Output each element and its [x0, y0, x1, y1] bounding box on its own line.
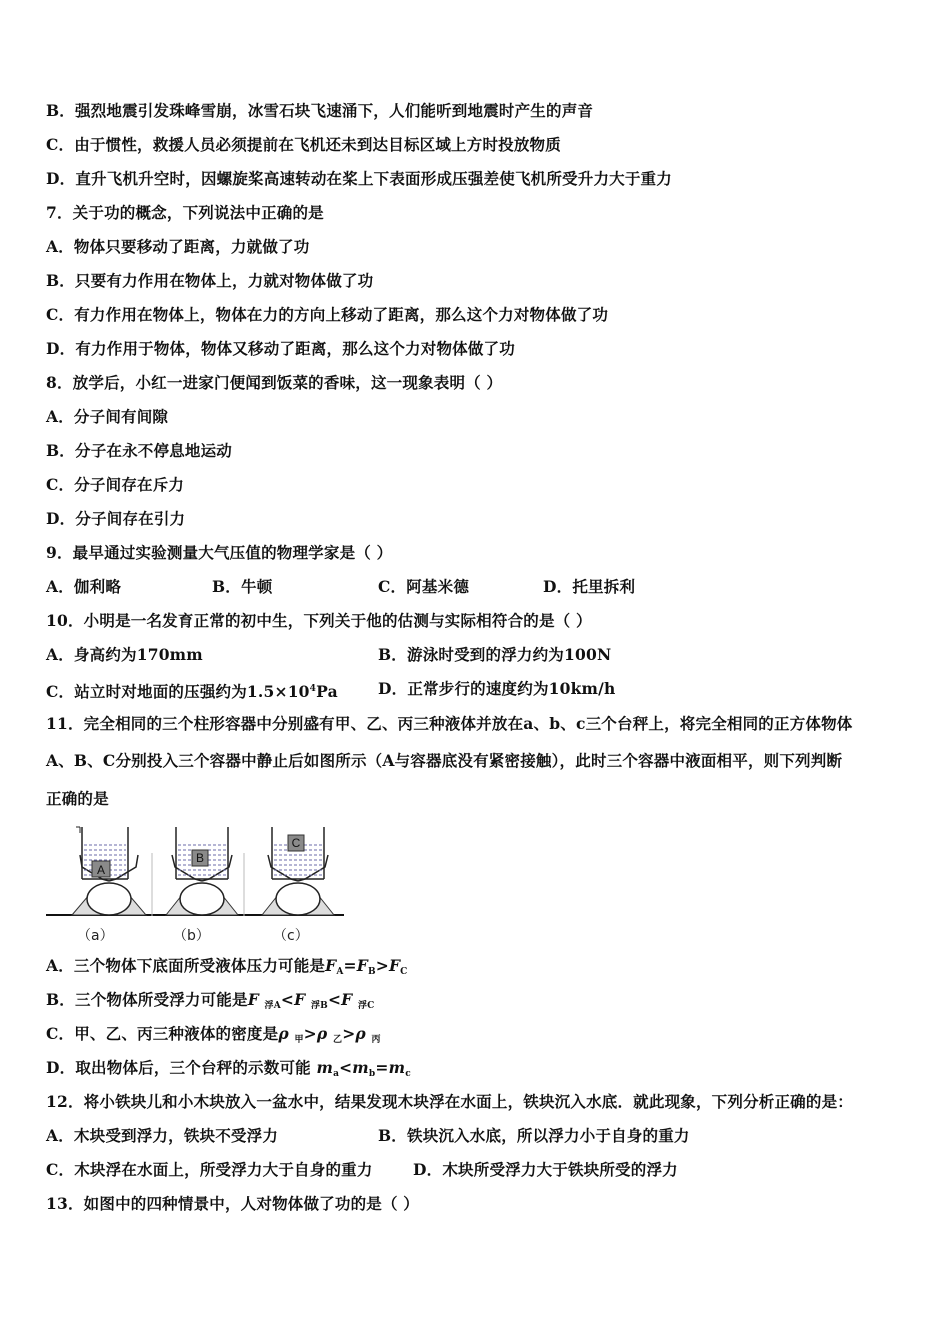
- container-a: [76, 827, 128, 879]
- q7-option-a: A．物体只要移动了距离，力就做了功: [46, 237, 310, 256]
- q7-option-c: C．有力作用在物体上，物体在力的方向上移动了距离，那么这个力对物体做了功: [46, 305, 609, 324]
- q9-option-d: D．托里拆利: [543, 577, 636, 596]
- q12-option-a: A．木块受到浮力，铁块不受浮力: [46, 1126, 279, 1145]
- q8-option-b: B．分子在永不停息地运动: [46, 441, 233, 460]
- formula-op: <: [339, 1058, 353, 1077]
- formula-sub: 丙: [371, 1035, 381, 1045]
- caption-b: （b）: [173, 928, 210, 944]
- formula-f: F: [247, 990, 259, 1009]
- q7-option-d: D．有力作用于物体，物体又移动了距离，那么这个力对物体做了功: [46, 339, 515, 358]
- q8-option-d: D．分子间存在引力: [46, 509, 186, 528]
- q10c-exponent: 4: [309, 684, 317, 694]
- formula-sub: 浮B: [310, 1001, 328, 1011]
- scale-c: [262, 855, 334, 915]
- formula-op: <: [327, 990, 342, 1009]
- q12-option-c: C．木块浮在水面上，所受浮力大于自身的重力: [46, 1160, 373, 1179]
- q11b-text: B．三个物体所受浮力可能是: [46, 990, 248, 1009]
- q11a-text: A．三个物体下底面所受液体压力可能是: [46, 956, 326, 975]
- formula-sub: 乙: [332, 1035, 343, 1045]
- formula-op: =: [343, 956, 357, 975]
- formula-f: F: [294, 990, 306, 1009]
- q13-stem: 13．如图中的四种情景中，人对物体做了功的是（ ）: [46, 1194, 419, 1213]
- formula-sub: C: [400, 967, 408, 977]
- q11-option-a: [46, 956, 408, 982]
- q11c-text: C．甲、乙、丙三种液体的密度是: [46, 1024, 279, 1043]
- caption-c: （c）: [273, 928, 309, 944]
- q10-option-a: A．身高约为170mm: [46, 645, 203, 664]
- q10-option-c: [46, 679, 338, 702]
- q7-option-b: B．只要有力作用在物体上，力就对物体做了功: [46, 271, 374, 290]
- q11-stem-line2: A、B、C分别投入三个容器中静止后如图所示（A与容器底没有紧密接触），此时三个容器中液面相平，则下列判断: [46, 751, 843, 770]
- q10c-unit: Pa: [316, 682, 338, 701]
- formula-op: >: [303, 1024, 317, 1043]
- block-c-label: C: [291, 836, 301, 850]
- formula-rho: ρ: [355, 1024, 366, 1043]
- q9-option-a: A．伽利略: [46, 577, 122, 596]
- q6-option-c: C．由于惯性，救援人员必须提前在飞机还未到达目标区域上方时投放物质: [46, 135, 561, 154]
- formula-f: F: [388, 956, 401, 975]
- q8-option-a: A．分子间有间隙: [46, 407, 169, 426]
- q8-option-c: C．分子间存在斥力: [46, 475, 185, 494]
- block-a-label: A: [96, 863, 106, 877]
- formula-m: m: [388, 1058, 406, 1077]
- q8-stem: 8．放学后，小红一进家门便闻到饭菜的香味，这一现象表明（ ）: [46, 373, 503, 392]
- q11d-text: D．取出物体后，三个台秤的示数可能: [46, 1058, 311, 1077]
- formula-sub: 浮C: [357, 1001, 375, 1011]
- q6-option-b: B．强烈地震引发珠峰雪崩，冰雪石块飞速涌下，人们能听到地震时产生的声音: [46, 101, 594, 120]
- container-b: [176, 827, 228, 879]
- formula-f: F: [341, 990, 353, 1009]
- container-c: [272, 827, 324, 879]
- formula-sub: c: [405, 1069, 411, 1079]
- q9-option-b: B．牛顿: [212, 577, 273, 596]
- formula-op: <: [280, 990, 295, 1009]
- q9-option-c: C．阿基米德: [378, 577, 470, 596]
- formula-sub: b: [368, 1069, 376, 1079]
- q12-stem: 12．将小铁块儿和小木块放入一盆水中，结果发现木块浮在水面上，铁块沉入水底．就此现象，下列分析正确的是：: [46, 1092, 853, 1111]
- formula-rho: ρ: [316, 1024, 328, 1043]
- q11-option-b: [46, 990, 375, 1016]
- formula-op: >: [375, 956, 389, 975]
- q6-option-d: D．直升飞机升空时，因螺旋桨高速转动在桨上下表面形成压强差使飞机所受升力大于重力: [46, 169, 672, 188]
- formula-sub: 浮A: [264, 1001, 281, 1011]
- q10-option-b: B．游泳时受到的浮力约为100N: [378, 645, 612, 664]
- q11-option-c: [46, 1024, 381, 1050]
- q7-stem: 7．关于功的概念，下列说法中正确的是: [46, 203, 324, 222]
- formula-m: m: [352, 1058, 369, 1077]
- formula-f: F: [325, 956, 337, 975]
- formula-sub: a: [333, 1069, 340, 1079]
- q12-option-d: D．木块所受浮力大于铁块所受的浮力: [413, 1160, 678, 1179]
- formula-m: m: [316, 1058, 334, 1077]
- block-b-label: B: [195, 851, 205, 865]
- formula-sub: A: [336, 967, 344, 977]
- q10-stem: 10．小明是一名发育正常的初中生，下列关于他的估测与实际相符合的是（ ）: [46, 611, 592, 630]
- q12-option-b: B．铁块沉入水底，所以浮力小于自身的重力: [378, 1126, 690, 1145]
- q10c-text: C．站立时对地面的压强约为1.5×10: [46, 682, 310, 701]
- formula-rho: ρ: [278, 1024, 289, 1043]
- formula-f: F: [356, 956, 368, 975]
- q11-option-d: [46, 1058, 411, 1084]
- q11-stem-line3: 正确的是: [46, 789, 109, 808]
- formula-sub: 甲: [294, 1035, 304, 1045]
- q9-stem: 9．最早通过实验测量大气压值的物理学家是（ ）: [46, 543, 393, 562]
- formula-op: >: [342, 1024, 356, 1043]
- q11-stem-line1: 11．完全相同的三个柱形容器中分别盛有甲、乙、丙三种液体并放在a、b、c三个台秤上，将完全相同的正方体物体: [46, 714, 853, 733]
- formula-op: =: [375, 1058, 389, 1077]
- q10-option-d: D．正常步行的速度约为10km/h: [378, 679, 616, 698]
- caption-a: （a）: [77, 928, 114, 944]
- formula-sub: B: [367, 967, 376, 977]
